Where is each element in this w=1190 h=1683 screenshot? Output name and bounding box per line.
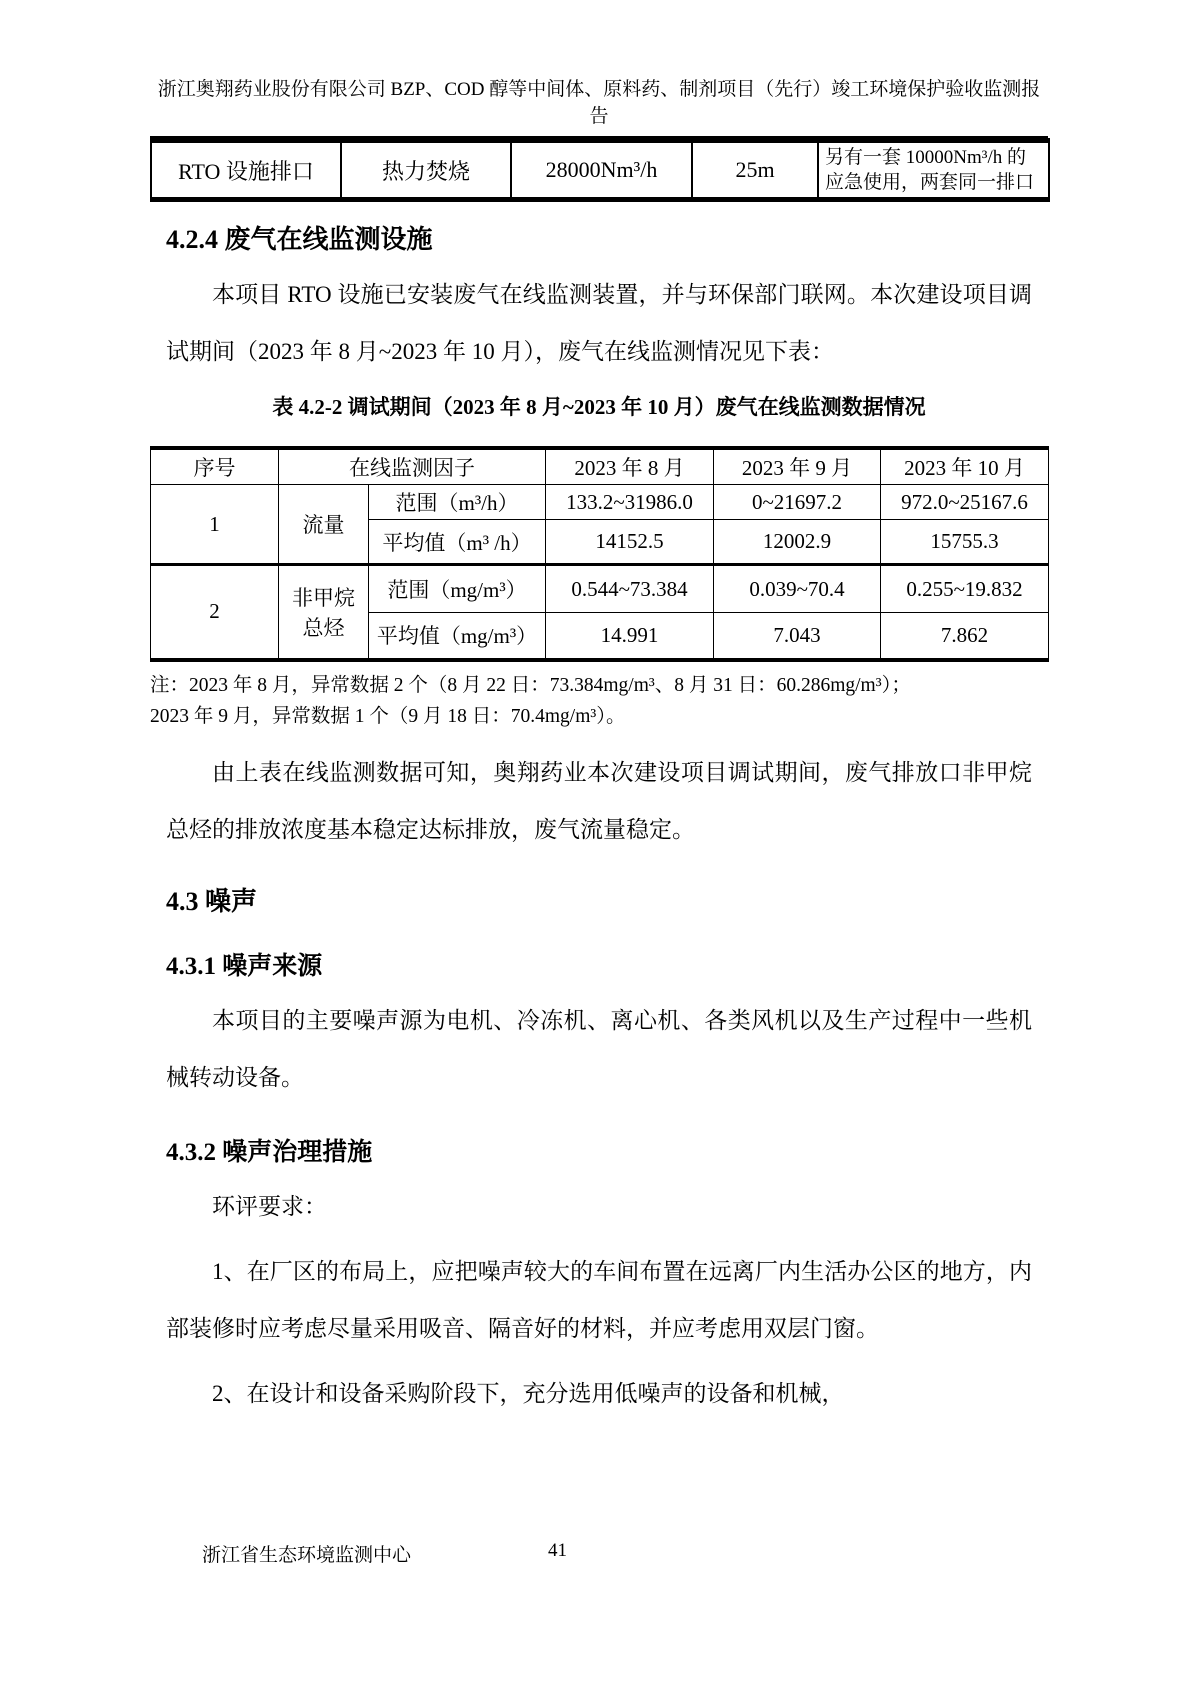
cell-flow-avg-sep: 12002.9 (714, 520, 881, 565)
paragraph-conclusion: 由上表在线监测数据可知，奥翔药业本次建设项目调试期间，废气排放口非甲烷总烃的排放浓度基本稳定达标排放，废气流量稳定。 (166, 759, 1032, 842)
running-head-line1: 浙江奥翔药业股份有限公司 BZP、COD 醇等中间体、原料药、制剂项目（先行）竣工环境保护验收监测报 (157, 79, 1041, 100)
cell-flow-range-oct: 972.0~25167.6 (881, 485, 1049, 520)
cell-nmhc-avg-label: 平均值（mg/m³） (369, 613, 546, 660)
cell-nmhc-range-sep: 0.039~70.4 (714, 565, 881, 613)
cell-flow-range-aug: 133.2~31986.0 (546, 485, 714, 520)
section-heading-4-2-4: 4.2.4 废气在线监测设施 (166, 225, 433, 254)
running-head (150, 76, 1048, 138)
cell-nmhc-range-aug: 0.544~73.384 (546, 565, 714, 613)
paragraph-measure-2: 2、在设计和设备采购阶段下，充分选用低噪声的设备和机械， (212, 1380, 845, 1406)
cell-flow-avg-aug: 14152.5 (546, 520, 714, 565)
cell-remark: 另有一套 10000Nm³/h 的应急使用，两套同一排口 (818, 141, 1049, 200)
cell-nmhc-range-oct: 0.255~19.832 (881, 565, 1049, 613)
table-4-2-2 (150, 446, 1049, 662)
cell-outlet-name: RTO 设施排口 (151, 141, 341, 200)
table-caption-4-2-2: 表 4.2-2 调试期间（2023 年 8 月~2023 年 10 月）废气在线监测数据情况 (272, 395, 926, 419)
header-cell-month-oct: 2023 年 10 月 (881, 448, 1049, 485)
paragraph-eia-requirement: 环评要求： (212, 1193, 327, 1219)
footer-page-number: 41 (548, 1540, 567, 1561)
cell-flow-avg-label: 平均值（m³ /h） (369, 520, 546, 565)
cell-flow-avg-oct: 15755.3 (881, 520, 1049, 565)
header-cell-factor: 在线监测因子 (279, 448, 546, 485)
header-cell-month-aug: 2023 年 8 月 (546, 448, 714, 485)
cell-seq-2: 2 (151, 565, 279, 660)
header-cell-month-sep: 2023 年 9 月 (714, 448, 881, 485)
paragraph-online-monitoring: 本项目 RTO 设施已安装废气在线监测装置，并与环保部门联网。本次建设项目调试期间（2023 年 8 月~2023 年 10 月），废气在线监测情况见下表： (166, 282, 1032, 364)
cell-treatment-method: 热力焚烧 (341, 141, 511, 200)
running-head-line2: 告 (589, 106, 609, 127)
cell-factor-flow: 流量 (279, 485, 369, 565)
table-header-row (151, 448, 1049, 485)
cell-nmhc-avg-sep: 7.043 (714, 613, 881, 660)
header-cell-seq: 序号 (151, 448, 279, 485)
table-note-line2: 2023 年 9 月，异常数据 1 个（9 月 18 日：70.4mg/m³）。 (150, 705, 626, 727)
carryover-table-row (151, 141, 1049, 200)
table-row (151, 485, 1049, 520)
cell-factor-nmhc: 非甲烷总烃 (279, 565, 369, 660)
cell-nmhc-avg-aug: 14.991 (546, 613, 714, 660)
cell-flow-range-label: 范围（m³/h） (369, 485, 546, 520)
footer-organization: 浙江省生态环境监测中心 (202, 1545, 412, 1566)
section-heading-4-3: 4.3 噪声 (166, 886, 258, 916)
paragraph-measure-1: 1、在厂区的布局上，应把噪声较大的车间布置在远离厂内生活办公区的地方，内部装修时应考虑尽量采用吸音、隔音好的材料，并应考虑用双层门窗。 (166, 1258, 1032, 1341)
cell-nmhc-range-label: 范围（mg/m³） (369, 565, 546, 613)
table-row (151, 565, 1049, 613)
paragraph-noise-source: 本项目的主要噪声源为电机、冷冻机、离心机、各类风机以及生产过程中一些机械转动设备。 (166, 1007, 1032, 1090)
table-note (150, 670, 1048, 732)
cell-flow-range-sep: 0~21697.2 (714, 485, 881, 520)
carryover-table (150, 138, 1050, 202)
cell-seq-1: 1 (151, 485, 279, 565)
cell-stack-height: 25m (692, 141, 818, 200)
cell-capacity: 28000Nm³/h (511, 141, 692, 200)
table-note-line1: 注：2023 年 8 月，异常数据 2 个（8 月 22 日：73.384mg/m³、8 月 31 日：60.286mg/m³）； (150, 674, 911, 696)
cell-nmhc-avg-oct: 7.862 (881, 613, 1049, 660)
content-area (150, 0, 1048, 1422)
section-heading-4-3-1: 4.3.1 噪声来源 (166, 952, 323, 980)
section-heading-4-3-2: 4.3.2 噪声治理措施 (166, 1138, 373, 1166)
